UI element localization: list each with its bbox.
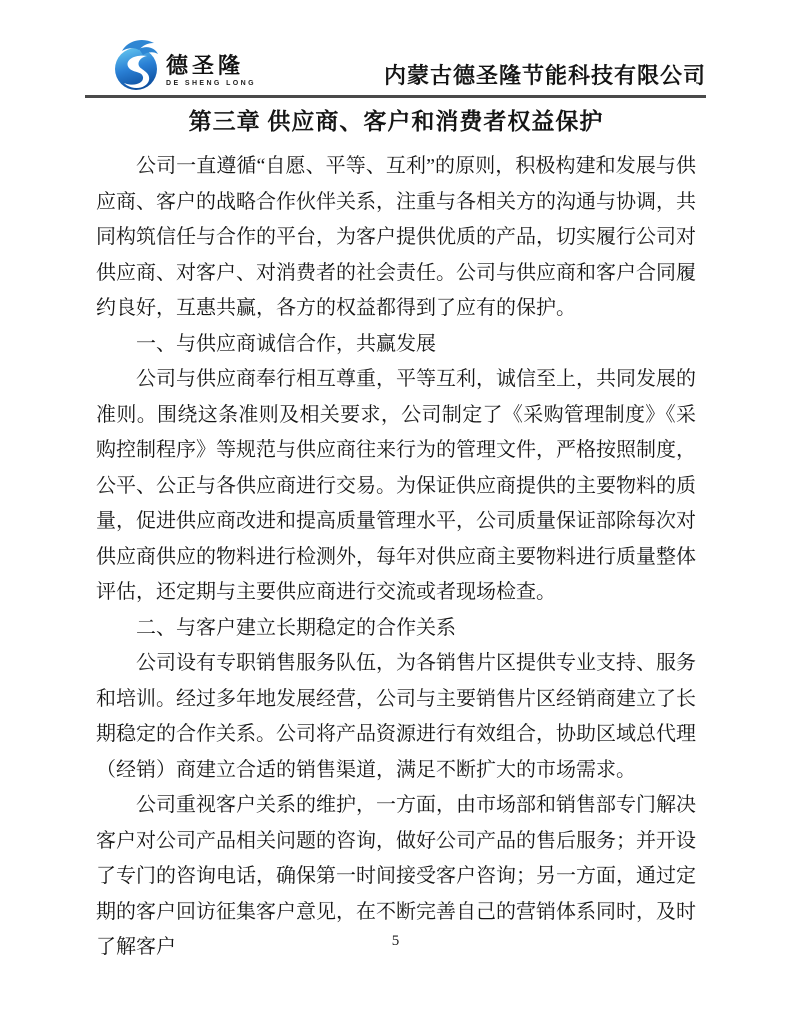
company-logo bbox=[113, 36, 256, 94]
company-name-header: 内蒙古德圣隆节能科技有限公司 bbox=[383, 63, 706, 88]
body-paragraph: 公司设有专职销售服务队伍，为各销售片区提供专业支持、服务和培训。经过多年地发展经营，公司与主要销售片区经销商建立了长期稳定的合作关系。公司将产品资源进行有效组合，协助区域总代理（经销）商建立合适的销售渠道，满足不断扩大的市场需求。 bbox=[96, 652, 696, 781]
logo-text bbox=[166, 54, 256, 87]
page-number: 5 bbox=[391, 933, 400, 949]
section-heading: 一、与供应商诚信合作，共赢发展 bbox=[136, 332, 436, 355]
header-rule bbox=[85, 95, 706, 98]
section-heading: 二、与客户建立长期稳定的合作关系 bbox=[136, 616, 456, 639]
body-paragraph: 公司重视客户关系的维护，一方面，由市场部和销售部专门解决客户对公司产品相关问题的咨询，做好公司产品的售后服务；并开设了专门的咨询电话，确保第一时间接受客户咨询；另一方面，通过定期的客户回访征集客户意见，在不断完善自己的营销体系同时，及时了解客户 bbox=[96, 794, 696, 958]
chapter-title: 第三章 供应商、客户和消费者权益保护 bbox=[188, 109, 604, 134]
body-paragraph: 公司一直遵循“自愿、平等、互利”的原则，积极构建和发展与供应商、客户的战略合作伙伴关系，注重与各相关方的沟通与协调，共同构筑信任与合作的平台，为客户提供优质的产品，切实履行公司对供应商、对客户、对消费者的社会责任。公司与供应商和客户合同履约良好，互惠共赢，各方的权益都得到了应有的保护。 bbox=[96, 155, 696, 319]
body-paragraph: 公司与供应商奉行相互尊重，平等互利，诚信至上，共同发展的准则。围绕这条准则及相关要求，公司制定了《采购管理制度》《采购控制程序》等规范与供应商往来行为的管理文件，严格按照制度，公平、公正与各供应商进行交易。为保证供应商提供的主要物料的质量，促进供应商改进和提高质量管理水平，公司质量保证部除每次对供应商供应的物料进行检测外，每年对供应商主要物料进行质量整体评估，还定期与主要供应商进行交流或者现场检查。 bbox=[96, 368, 696, 603]
document-body bbox=[96, 149, 696, 966]
page-header bbox=[85, 34, 706, 94]
logo-chinese-wordmark: 德圣隆 bbox=[166, 52, 245, 78]
document-content bbox=[96, 104, 696, 966]
logo-english-wordmark: DE SHENG LONG bbox=[166, 79, 256, 87]
dragon-logo-icon bbox=[113, 36, 161, 94]
